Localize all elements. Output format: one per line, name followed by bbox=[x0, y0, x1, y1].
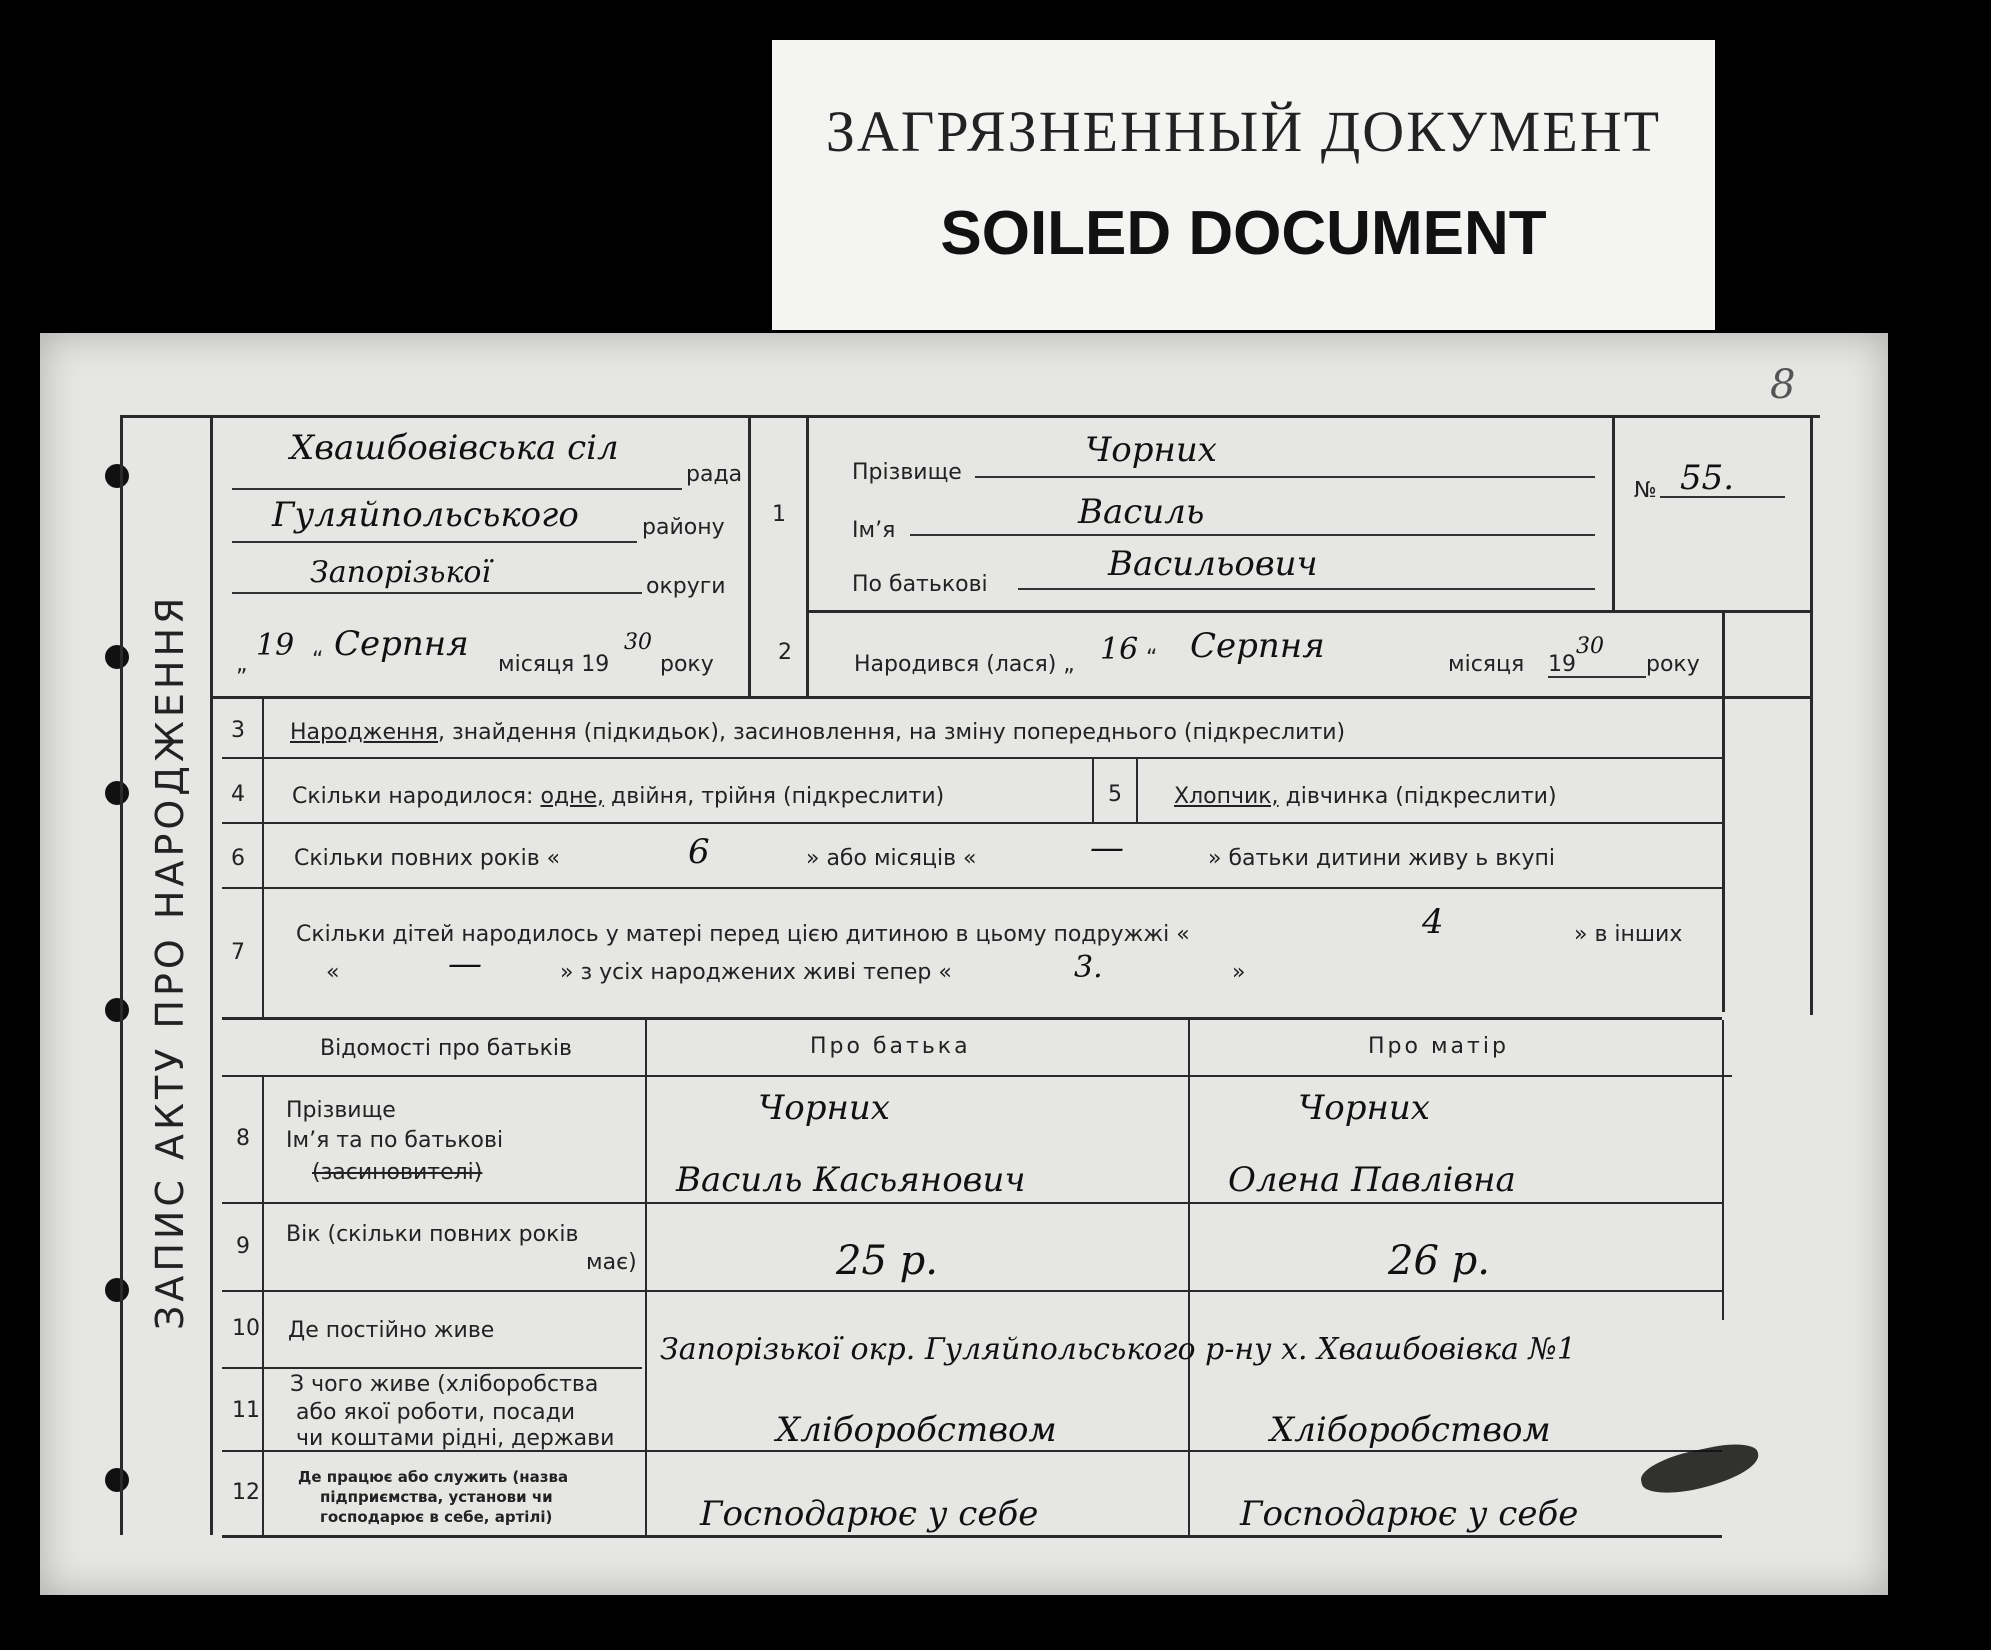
row-number: 1 bbox=[772, 502, 786, 527]
fill-line bbox=[1548, 676, 1646, 678]
table-bottom bbox=[222, 1535, 1722, 1538]
livelihood-label-cont: або якої роботи, посади bbox=[296, 1400, 576, 1425]
fill-line bbox=[910, 534, 1595, 536]
adoptive-parents-label-struck: (засиновителі) bbox=[312, 1160, 483, 1185]
title-column-divider bbox=[210, 415, 213, 1535]
header-divider bbox=[806, 610, 1812, 613]
village-council-handwritten: Хвашбовівська сіл bbox=[290, 428, 619, 468]
age-label: Вік (скільки повних років bbox=[286, 1222, 579, 1247]
fill-line bbox=[232, 592, 642, 594]
row-number: 12 bbox=[232, 1480, 260, 1505]
name-label: Ім’я bbox=[852, 518, 896, 543]
row-number: 3 bbox=[231, 718, 245, 743]
births-count-label: Скільки народилося: bbox=[292, 784, 534, 809]
col-header-parents-info: Відомості про батьків bbox=[320, 1036, 572, 1061]
table-header-divider bbox=[222, 1075, 1732, 1077]
surname-label: Прізвище bbox=[286, 1098, 396, 1123]
father-livelihood: Хліборобством bbox=[776, 1410, 1057, 1450]
fill-line bbox=[1660, 496, 1785, 498]
father-workplace: Господарює у себе bbox=[700, 1494, 1039, 1534]
punch-hole bbox=[105, 645, 129, 669]
punch-hole bbox=[105, 1278, 129, 1302]
father-name: Василь Касьянович bbox=[676, 1160, 1026, 1200]
livelihood-label-cont2: чи коштами рідні, держави bbox=[296, 1426, 615, 1451]
option-birth-underlined: Народження bbox=[290, 720, 439, 745]
patronymic-label: По батькові bbox=[852, 572, 988, 597]
stamp-russian-text: ЗАГРЯЗНЕННЫЙ ДОКУМЕНТ bbox=[825, 99, 1662, 164]
fill-line bbox=[1018, 588, 1595, 590]
birth-month: Серпня bbox=[1190, 626, 1325, 666]
row4-divider bbox=[1136, 759, 1138, 823]
reg-month-label: місяця 19 bbox=[498, 652, 610, 677]
children-before-label: Скільки дітей народилось у матері перед цією дитиною в цьому подружжі « bbox=[296, 922, 1190, 947]
months-together-value: — bbox=[1090, 828, 1124, 868]
children-other-label: » в інших bbox=[1574, 922, 1683, 947]
born-quote-close: “ bbox=[1146, 646, 1158, 671]
quote-open: « bbox=[326, 960, 340, 985]
punch-hole bbox=[105, 464, 129, 488]
child-patronymic: Васильович bbox=[1108, 544, 1318, 584]
row-number: 11 bbox=[232, 1398, 260, 1423]
council-label: рада bbox=[686, 462, 743, 487]
reg-date-quote-close: “ bbox=[312, 648, 324, 673]
frame-left bbox=[120, 415, 123, 1535]
born-month-label: місяця bbox=[1448, 652, 1525, 677]
workplace-label: Де працює або служить (назва bbox=[298, 1468, 569, 1486]
table-right-border bbox=[1722, 1020, 1724, 1320]
surname-label: Прізвище bbox=[852, 460, 962, 485]
born-label: Народився (лася) „ bbox=[854, 652, 1075, 677]
father-surname: Чорних bbox=[758, 1088, 890, 1128]
vertical-form-title: ЗАПИС АКТУ ПРО НАРОДЖЕННЯ bbox=[148, 593, 192, 1330]
mother-workplace: Господарює у себе bbox=[1240, 1494, 1579, 1534]
birth-year: 30 bbox=[1576, 634, 1604, 659]
inner-right-border bbox=[1722, 612, 1725, 1012]
registration-month: Серпня bbox=[334, 624, 469, 664]
row-number: 5 bbox=[1108, 782, 1122, 807]
row-divider bbox=[222, 822, 1722, 824]
table-row-divider bbox=[222, 1202, 1722, 1204]
okrug-label: округи bbox=[646, 574, 726, 599]
reg-year-label: року bbox=[660, 652, 714, 677]
fill-line bbox=[232, 488, 682, 490]
row5-statement bbox=[1174, 784, 1557, 809]
children-alive-value: 3. bbox=[1074, 950, 1103, 985]
livelihood-label: З чого живе (хліборобства bbox=[290, 1372, 599, 1397]
child-surname: Чорних bbox=[1085, 430, 1217, 470]
district-handwritten: Гуляйпольського bbox=[272, 495, 579, 535]
birth-day: 16 bbox=[1100, 632, 1139, 667]
workplace-label-cont: підприємства, установи чи bbox=[320, 1488, 553, 1506]
row-number: 4 bbox=[231, 782, 245, 807]
corner-pencil-mark: 8 bbox=[1770, 362, 1796, 408]
row3-statement bbox=[290, 720, 1345, 745]
table-row-divider bbox=[222, 1367, 642, 1369]
number-column-divider bbox=[262, 1077, 264, 1537]
row-number: 10 bbox=[232, 1316, 260, 1341]
stamp-english-text: SOILED DOCUMENT bbox=[940, 199, 1547, 268]
sex-options: дівчинка (підкреслити) bbox=[1285, 784, 1557, 809]
header-divider bbox=[1612, 418, 1615, 611]
child-name: Василь bbox=[1078, 492, 1205, 532]
option-single-underlined: одне, bbox=[540, 784, 605, 809]
record-number-label: № bbox=[1634, 478, 1657, 503]
residence-value: Запорізької окр. Гуляйпольського р-ну х. Хвашбовівка №1 bbox=[660, 1332, 1576, 1367]
registration-day: 19 bbox=[256, 628, 295, 663]
okrug-handwritten: Запорізької bbox=[310, 555, 492, 590]
father-age: 25 р. bbox=[836, 1238, 938, 1284]
row-number: 8 bbox=[236, 1126, 250, 1151]
row4-divider bbox=[1092, 759, 1094, 823]
district-label: району bbox=[642, 515, 725, 540]
children-in-marriage: 4 bbox=[1422, 902, 1444, 942]
punch-hole bbox=[105, 998, 129, 1022]
punch-hole bbox=[105, 781, 129, 805]
born-year-label: року bbox=[1646, 652, 1700, 677]
quote-close: » bbox=[1232, 960, 1246, 985]
births-options: двійня, трійня (підкреслити) bbox=[611, 784, 945, 809]
age-label-cont: має) bbox=[586, 1250, 637, 1275]
row-divider bbox=[210, 696, 1810, 699]
table-row-divider bbox=[222, 1290, 1722, 1292]
mother-name: Олена Павлівна bbox=[1228, 1160, 1516, 1200]
mother-age: 26 р. bbox=[1388, 1238, 1490, 1284]
reg-date-quote-open: „ bbox=[236, 652, 248, 677]
row-number: 7 bbox=[231, 940, 245, 965]
soiled-document-label bbox=[772, 40, 1715, 330]
row-number: 6 bbox=[231, 846, 245, 871]
col-header-father: Про батька bbox=[810, 1034, 971, 1059]
table-column-divider bbox=[1188, 1020, 1190, 1537]
months-label: » або місяців « bbox=[806, 846, 977, 871]
row4-statement bbox=[292, 784, 944, 809]
frame-right bbox=[1810, 415, 1813, 1015]
number-column-divider bbox=[262, 699, 264, 1019]
children-alive-label: » з усіх народжених живі тепер « bbox=[560, 960, 952, 985]
born-year-prefix: 19 bbox=[1548, 652, 1576, 677]
row-number: 9 bbox=[236, 1234, 250, 1259]
frame-top bbox=[120, 415, 1820, 418]
mother-livelihood: Хліборобством bbox=[1270, 1410, 1551, 1450]
full-name-label: Ім’я та по батькові bbox=[286, 1128, 504, 1153]
punch-hole bbox=[105, 1468, 129, 1492]
children-other-marriages: — bbox=[448, 944, 482, 984]
fill-line bbox=[975, 476, 1595, 478]
residence-label: Де постійно живе bbox=[288, 1318, 495, 1343]
fill-line bbox=[232, 541, 637, 543]
header-divider bbox=[806, 418, 809, 696]
row-divider bbox=[222, 1017, 1722, 1020]
table-column-divider bbox=[645, 1020, 647, 1537]
parents-together-label: » батьки дитини живу ь вкупі bbox=[1208, 846, 1555, 871]
row-divider bbox=[222, 757, 1722, 759]
years-together-value: 6 bbox=[688, 832, 710, 872]
row-divider bbox=[222, 887, 1722, 889]
header-divider bbox=[748, 418, 751, 696]
registration-year: 30 bbox=[624, 630, 652, 655]
years-together-label: Скільки повних років « bbox=[294, 846, 561, 871]
row-number: 2 bbox=[778, 640, 792, 665]
col-header-mother: Про матір bbox=[1368, 1034, 1509, 1059]
mother-surname: Чорних bbox=[1298, 1088, 1430, 1128]
workplace-label-cont2: господарює в себе, артілі) bbox=[320, 1508, 553, 1526]
row3-options: , знайдення (підкидьок), засиновлення, на зміну попереднього (підкреслити) bbox=[438, 720, 1346, 745]
record-number: 55. bbox=[1680, 458, 1735, 498]
option-boy-underlined: Хлопчик, bbox=[1174, 784, 1279, 809]
